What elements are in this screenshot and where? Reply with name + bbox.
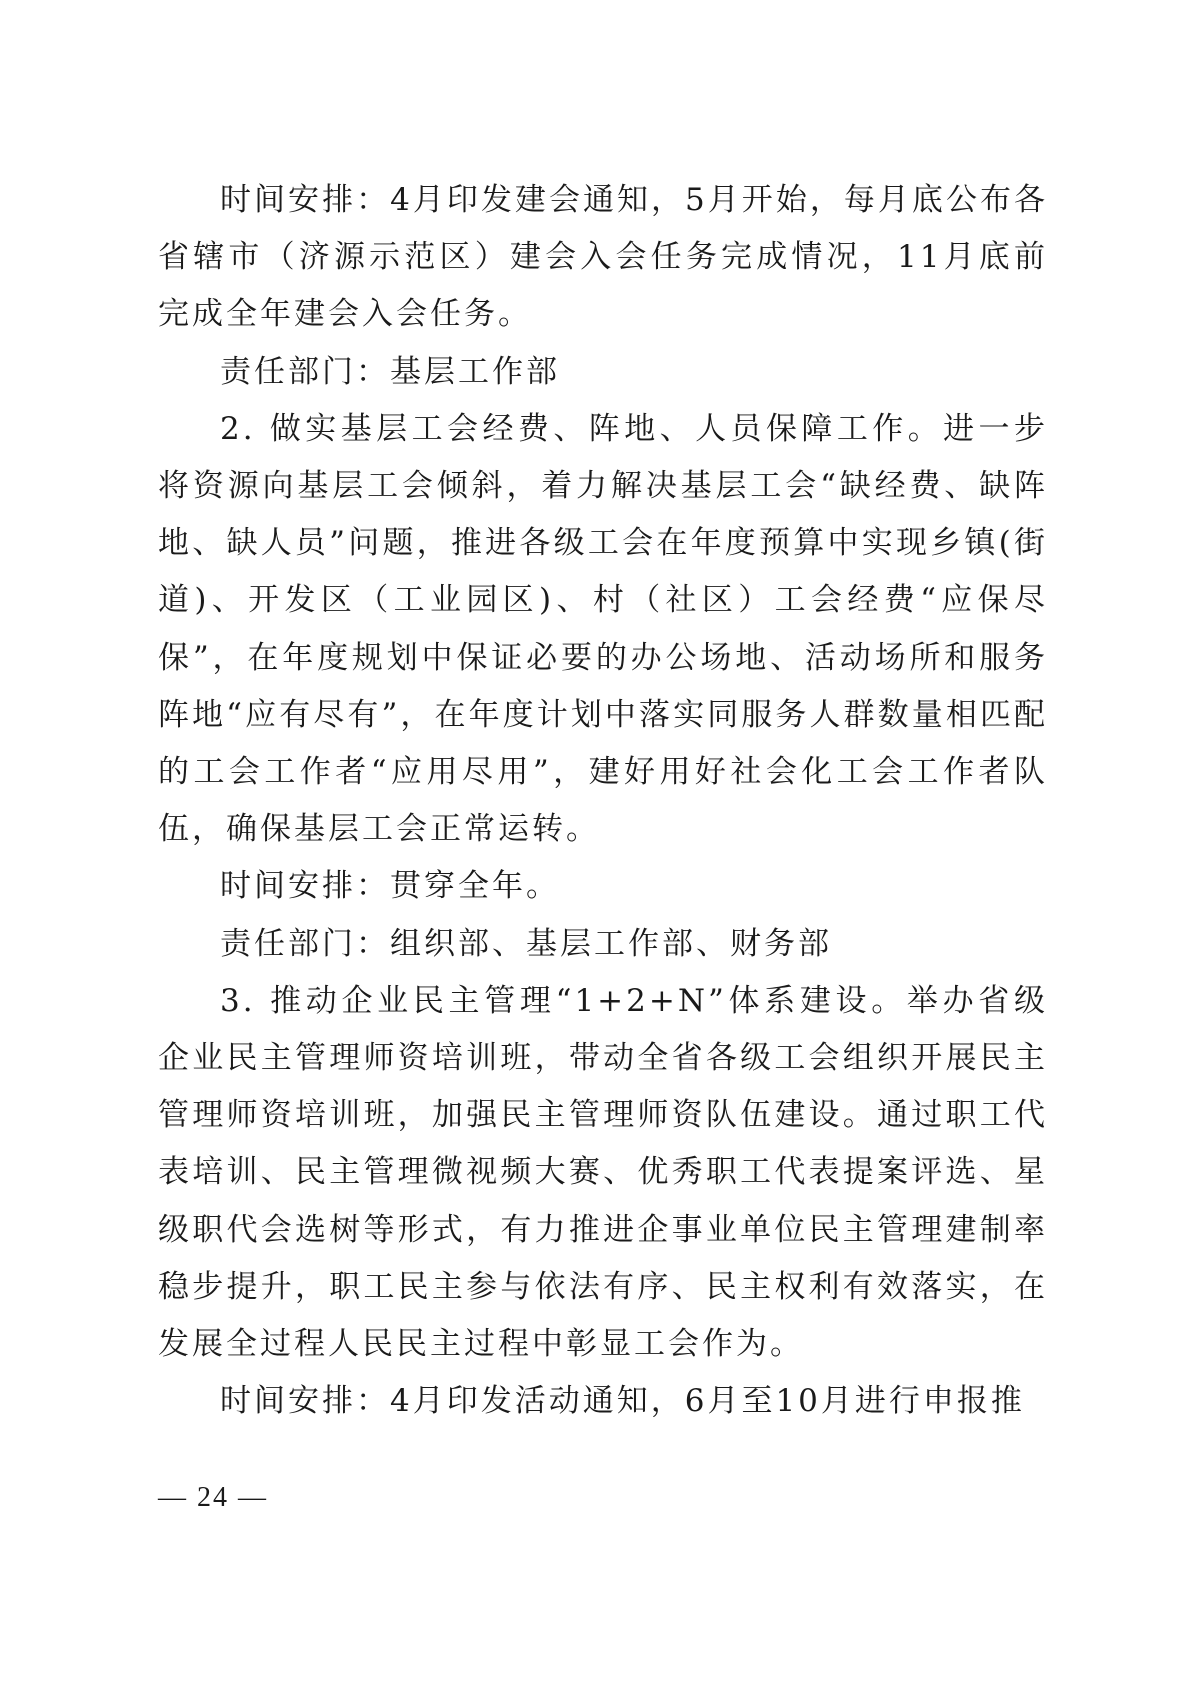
paragraph-responsible-dept-2: 责任部门：组织部、基层工作部、财务部 — [220, 925, 832, 962]
paragraph-responsible-dept-1: 责任部门：基层工作部 — [220, 353, 560, 390]
paragraph-item-3: 3. 推动企业民主管理“1+2+N”体系建设。举办省级企业民主管理师资培训班，带动全省各级工会组织开展民主管理师资培训班，加强民主管理师资队伍建设。通过职工代表培训、民主管理微视频大赛、优秀职工代表提案评选、星级职代会选树等形式，有力推进企事业单位民主管理建制率稳步提升，职工民主参与依法有序、民主权利有效落实，在发展全过程人民民主过程中彰显工会作为。 — [158, 982, 1048, 1363]
paragraph-schedule-membership: 时间安排：4月印发建会通知，5月开始，每月底公布各省辖市（济源示范区）建会入会任务完成情况，11月底前完成全年建会入会任务。 — [158, 182, 1048, 333]
paragraph-item-2: 2. 做实基层工会经费、阵地、人员保障工作。进一步将资源向基层工会倾斜，着力解决基层工会“缺经费、缺阵地、缺人员”问题，推进各级工会在年度预算中实现乡镇(街道)、开发区（工业园区)、村（社区）工会经费“应保尽保”，在年度规划中保证必要的办公场地、活动场所和服务阵地“应有尽有”，在年度计划中落实同服务人群数量相匹配的工会工作者“应用尽用”，建好用好社会化工会工作者队伍，确保基层工会正常运转。 — [158, 410, 1048, 848]
paragraph-schedule-activity: 时间安排：4月印发活动通知，6月至10月进行申报推 — [220, 1383, 1025, 1420]
page-number: — 24 — — [158, 1482, 268, 1513]
paragraph-schedule-year-round: 时间安排：贯穿全年。 — [220, 868, 560, 905]
document-body — [158, 172, 1048, 1430]
